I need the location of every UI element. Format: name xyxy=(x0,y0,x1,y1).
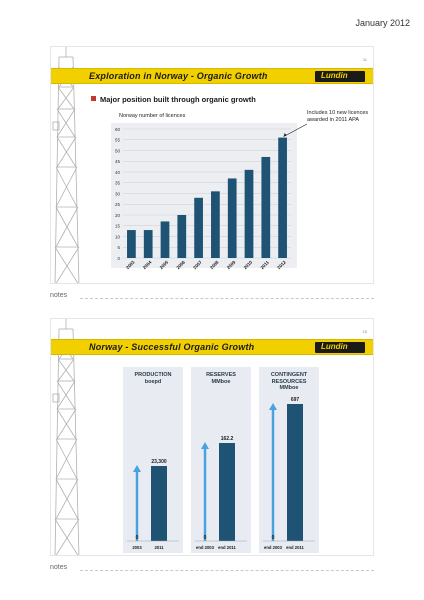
bar-value-label: 697 xyxy=(290,397,300,403)
page-number: 15 xyxy=(362,329,367,334)
bar xyxy=(177,215,186,258)
x-tick-label: 2005 xyxy=(158,259,170,271)
x-tick-label: 2006 xyxy=(175,259,187,271)
category-label: 2003 xyxy=(132,545,142,550)
category-label: end 2003 xyxy=(196,545,214,550)
y-tick-label: 20 xyxy=(114,212,120,218)
x-tick-label: 2012 xyxy=(276,259,287,271)
bar xyxy=(261,157,270,258)
panel-unit: MMboe xyxy=(279,385,299,391)
y-tick-label: 5 xyxy=(117,245,120,251)
y-tick-label: 40 xyxy=(114,169,120,175)
bar-value-label: 0 xyxy=(203,535,207,541)
bar-value-label: 0 xyxy=(271,535,275,541)
bar xyxy=(194,198,203,258)
notes-line xyxy=(80,570,374,571)
bar xyxy=(127,230,136,258)
y-tick-label: 35 xyxy=(114,180,120,186)
category-label: end 2011 xyxy=(286,545,304,550)
bar xyxy=(144,230,153,258)
y-tick-label: 55 xyxy=(114,137,120,143)
y-tick-label: 50 xyxy=(114,148,120,154)
arrow-up-icon xyxy=(201,442,209,449)
lundin-logo: Lundin xyxy=(315,342,365,353)
panel-title-2: RESOURCES xyxy=(271,378,307,385)
category-label: 2011 xyxy=(154,545,164,550)
slide-organic-growth xyxy=(50,318,374,556)
lundin-logo: Lundin xyxy=(315,71,365,82)
bar xyxy=(151,466,167,541)
bar-value-label: 162.2 xyxy=(220,436,234,442)
category-label: end 2011 xyxy=(218,545,236,550)
x-tick-label: 2004 xyxy=(141,259,153,271)
bar xyxy=(219,443,235,541)
y-tick-label: 0 xyxy=(117,255,120,261)
bar xyxy=(245,170,254,258)
chart-title: Norway number of licences xyxy=(119,113,186,119)
x-tick-label: 2009 xyxy=(225,259,237,271)
panel-title: CONTINGENT xyxy=(270,372,308,378)
notes-label: notes xyxy=(50,564,68,571)
bar xyxy=(228,178,237,258)
panel-title: PRODUCTION xyxy=(134,372,172,378)
slide-title: Norway - Successful Organic Growth xyxy=(89,342,255,352)
arrow-up-icon xyxy=(133,465,141,472)
document-date: January 2012 xyxy=(355,18,410,28)
bar xyxy=(161,221,170,258)
bar-value-label: 0 xyxy=(135,535,139,541)
y-tick-label: 30 xyxy=(114,191,120,197)
notes-line xyxy=(80,298,374,299)
bar-value-label: 23,300 xyxy=(151,459,167,465)
bar xyxy=(278,138,287,258)
category-label: end 2003 xyxy=(264,545,282,550)
y-tick-label: 45 xyxy=(114,159,120,165)
x-tick-label: 2003 xyxy=(125,259,136,271)
x-tick-label: 2010 xyxy=(242,259,254,271)
arrow-up-icon xyxy=(269,403,277,410)
y-tick-label: 60 xyxy=(114,126,120,132)
panel-unit: boepd xyxy=(144,378,162,385)
x-tick-label: 2007 xyxy=(192,259,203,271)
bar xyxy=(211,191,220,258)
notes-label: notes xyxy=(50,292,68,299)
y-tick-label: 25 xyxy=(114,202,120,208)
licences-bar-chart xyxy=(51,47,374,284)
slide-exploration xyxy=(50,46,374,284)
page-number: 11 xyxy=(362,57,367,62)
panel-unit: MMboe xyxy=(211,378,231,385)
chart-annotation: Includes 10 new licences awarded in 2011 APA xyxy=(307,110,369,123)
bar xyxy=(287,404,303,541)
y-tick-label: 10 xyxy=(114,234,120,240)
slide-title: Exploration in Norway - Organic Growth xyxy=(89,71,268,81)
x-tick-label: 2008 xyxy=(209,259,220,271)
bullet-point: Major position built through organic growth xyxy=(91,95,256,104)
x-tick-label: 2011 xyxy=(259,259,270,271)
growth-bar-charts xyxy=(51,319,374,556)
annotation-arrow xyxy=(284,124,307,137)
panel-title: RESERVES xyxy=(206,372,236,378)
y-tick-label: 15 xyxy=(114,223,120,229)
